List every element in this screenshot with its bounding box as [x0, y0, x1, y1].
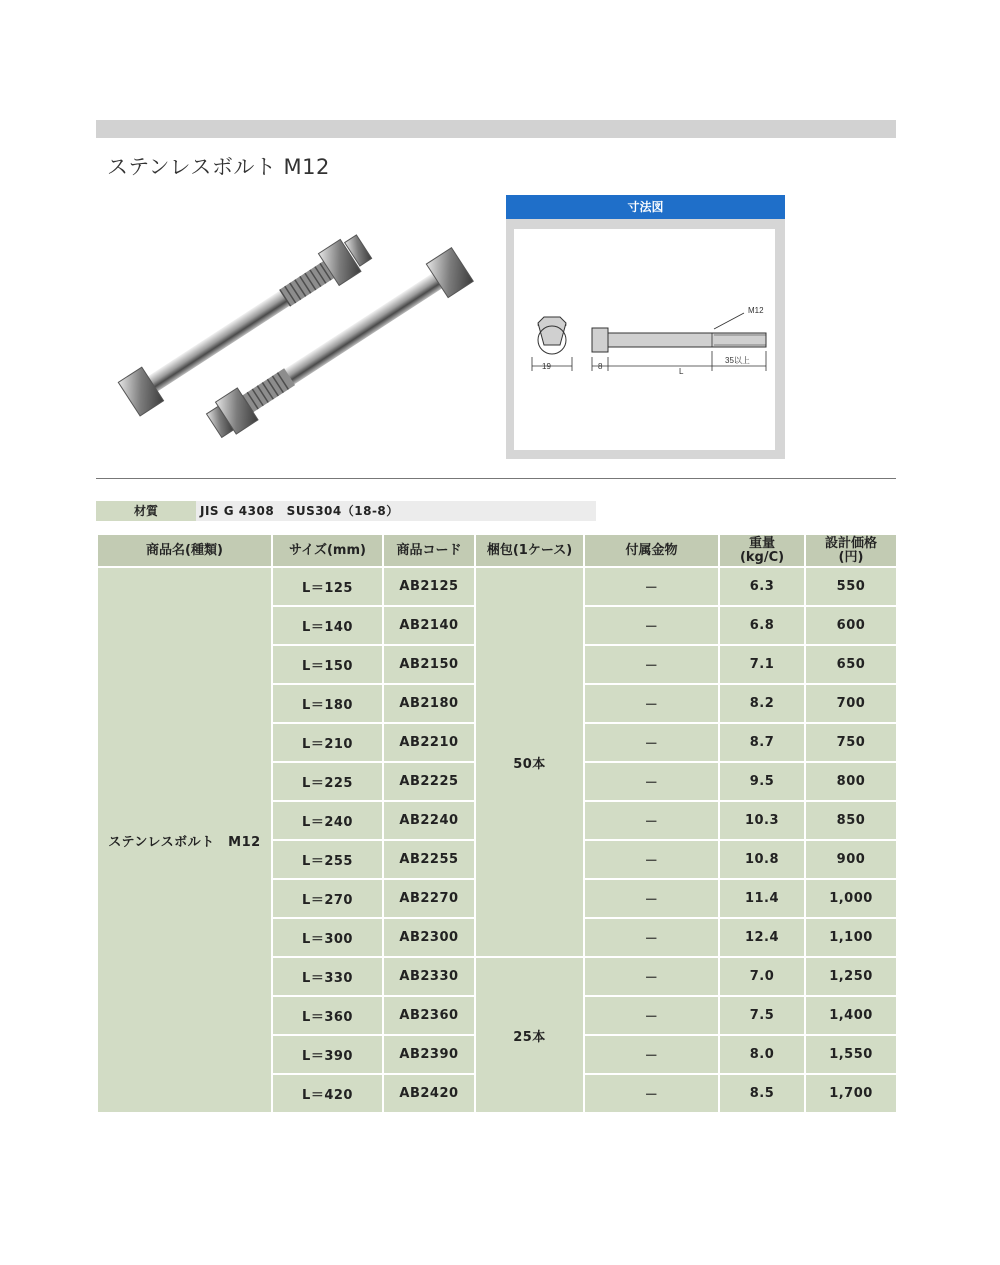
label-thread: M12: [748, 306, 764, 315]
header-weight: 重量 (kg/C): [719, 534, 805, 567]
header-size: サイズ(mm): [272, 534, 383, 567]
header-packing: 梱包(1ケース): [475, 534, 584, 567]
cell-fitting: －: [584, 723, 719, 762]
cell-weight: 9.5: [719, 762, 805, 801]
cell-price: 1,700: [805, 1074, 897, 1113]
section-divider: [96, 478, 896, 479]
cell-weight: 12.4: [719, 918, 805, 957]
cell-code: AB2240: [383, 801, 475, 840]
cell-weight: 8.7: [719, 723, 805, 762]
cell-fitting: －: [584, 762, 719, 801]
cell-size: L＝330: [272, 957, 383, 996]
diagram-canvas: [514, 229, 775, 450]
cell-weight: 11.4: [719, 879, 805, 918]
cell-price: 1,000: [805, 879, 897, 918]
cell-fitting: －: [584, 996, 719, 1035]
table-header-row: [97, 534, 897, 567]
material-row: [96, 501, 596, 521]
cell-price: 1,550: [805, 1035, 897, 1074]
cell-price: 750: [805, 723, 897, 762]
cell-price: 1,100: [805, 918, 897, 957]
label-width-across: 19: [542, 362, 551, 371]
cell-weight: 6.8: [719, 606, 805, 645]
cell-weight: 8.2: [719, 684, 805, 723]
cell-fitting: －: [584, 957, 719, 996]
cell-size: L＝210: [272, 723, 383, 762]
cell-code: AB2330: [383, 957, 475, 996]
cell-size: L＝360: [272, 996, 383, 1035]
cell-code: AB2150: [383, 645, 475, 684]
top-bar: [96, 120, 896, 138]
cell-price: 550: [805, 567, 897, 606]
cell-price: 850: [805, 801, 897, 840]
cell-packing: 50本: [475, 567, 584, 957]
cell-size: L＝270: [272, 879, 383, 918]
cell-weight: 7.5: [719, 996, 805, 1035]
header-product-name: 商品名(種類): [97, 534, 272, 567]
dimension-diagram: [506, 195, 785, 459]
page-title: ステンレスボルト M12: [107, 155, 330, 179]
header-fitting: 付属金物: [584, 534, 719, 567]
label-head-height: 8: [598, 362, 603, 371]
cell-price: 600: [805, 606, 897, 645]
cell-weight: 7.0: [719, 957, 805, 996]
cell-code: AB2300: [383, 918, 475, 957]
cell-weight: 8.0: [719, 1035, 805, 1074]
cell-weight: 10.8: [719, 840, 805, 879]
cell-weight: 10.3: [719, 801, 805, 840]
cell-size: L＝150: [272, 645, 383, 684]
cell-code: AB2210: [383, 723, 475, 762]
bolt-drawing: [514, 229, 775, 450]
cell-fitting: －: [584, 918, 719, 957]
cell-code: AB2420: [383, 1074, 475, 1113]
cell-price: 700: [805, 684, 897, 723]
cell-code: AB2225: [383, 762, 475, 801]
cell-weight: 7.1: [719, 645, 805, 684]
cell-price: 650: [805, 645, 897, 684]
cell-product-name: ステンレスボルト M12: [97, 567, 272, 1113]
cell-size: L＝140: [272, 606, 383, 645]
cell-price: 800: [805, 762, 897, 801]
cell-size: L＝125: [272, 567, 383, 606]
cell-fitting: －: [584, 684, 719, 723]
cell-price: 900: [805, 840, 897, 879]
cell-code: AB2255: [383, 840, 475, 879]
cell-size: L＝390: [272, 1035, 383, 1074]
cell-code: AB2360: [383, 996, 475, 1035]
header-price: 設計価格 (円): [805, 534, 897, 567]
cell-code: AB2125: [383, 567, 475, 606]
cell-fitting: －: [584, 645, 719, 684]
header-code: 商品コード: [383, 534, 475, 567]
cell-size: L＝180: [272, 684, 383, 723]
cell-fitting: －: [584, 879, 719, 918]
material-value: JIS G 4308 SUS304（18-8）: [200, 504, 399, 518]
cell-code: AB2390: [383, 1035, 475, 1074]
cell-price: 1,400: [805, 996, 897, 1035]
cell-size: L＝420: [272, 1074, 383, 1113]
product-photo: [96, 200, 496, 450]
cell-code: AB2140: [383, 606, 475, 645]
cell-weight: 6.3: [719, 567, 805, 606]
cell-weight: 8.5: [719, 1074, 805, 1113]
cell-fitting: －: [584, 1035, 719, 1074]
cell-fitting: －: [584, 567, 719, 606]
cell-size: L＝240: [272, 801, 383, 840]
label-length: L: [679, 367, 684, 376]
material-label: 材質: [96, 501, 196, 521]
cell-fitting: －: [584, 606, 719, 645]
cell-price: 1,250: [805, 957, 897, 996]
spec-table: [96, 533, 898, 1114]
cell-code: AB2270: [383, 879, 475, 918]
cell-code: AB2180: [383, 684, 475, 723]
diagram-header: 寸法図: [506, 195, 785, 219]
cell-fitting: －: [584, 840, 719, 879]
table-row: [97, 567, 897, 606]
cell-packing: 25本: [475, 957, 584, 1113]
cell-fitting: －: [584, 1074, 719, 1113]
label-thread-length: 35以上: [725, 356, 750, 365]
cell-size: L＝300: [272, 918, 383, 957]
cell-size: L＝225: [272, 762, 383, 801]
cell-fitting: －: [584, 801, 719, 840]
cell-size: L＝255: [272, 840, 383, 879]
